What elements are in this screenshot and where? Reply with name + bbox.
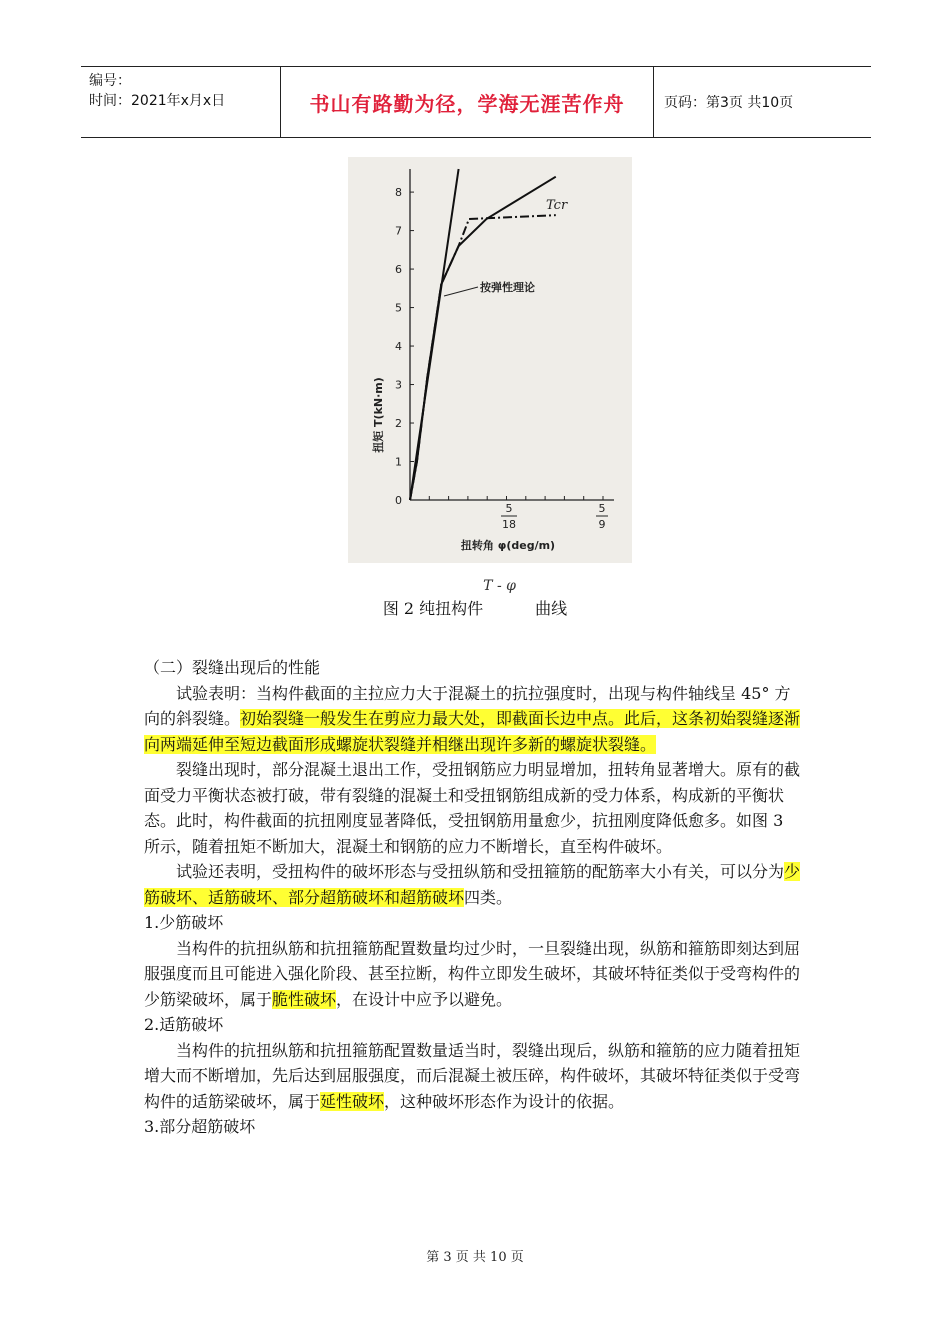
paragraph-4 bbox=[144, 936, 804, 1013]
p3-highlight: 少筋破坏、适筋破坏、部分超筋破坏和超筋破坏 bbox=[144, 862, 801, 907]
caption-symbol-wrap bbox=[483, 578, 535, 614]
paragraph-2: 裂缝出现时，部分混凝土退出工作，受扭钢筋应力明显增加，扭转角显著增大。原有的截面受力平衡状态被打破，带有裂缝的混凝土和受扭钢筋组成新的受力体系，构成新的平衡状态。此时，构件截面的抗扭刚度显著降低，受扭钢筋用量愈少，抗扭刚度降低愈多。如图 3 所示，随着扭矩不断加大，混凝土和钢筋的应力不断增长，直至构件破坏。 bbox=[144, 760, 801, 856]
p4-tail: ，在设计中应予以避免。 bbox=[336, 989, 513, 1009]
p5-highlight: 延性破坏 bbox=[320, 1091, 385, 1111]
paragraph-3 bbox=[144, 859, 804, 910]
x-axis-label: 扭转角 φ(deg/m) bbox=[460, 539, 556, 552]
page-info: 页码：第3页 共10页 bbox=[664, 95, 794, 111]
motto: 书山有路勤为径，学海无涯苦作舟 bbox=[281, 67, 654, 137]
p4-highlight: 脆性破坏 bbox=[272, 989, 337, 1009]
caption-prefix: 图 2 纯扭构件 bbox=[382, 599, 484, 618]
elastic-label-leader bbox=[444, 287, 478, 296]
y-tick-label: 5 bbox=[395, 301, 402, 315]
number-label: 编号： bbox=[89, 73, 131, 89]
p3-text: 试验还表明，受扭构件的破坏形态与受扭纵筋和受扭箍筋的配筋率大小有关，可以分为 bbox=[176, 862, 785, 881]
heading-2: 2.适筋破坏 bbox=[144, 1015, 224, 1034]
y-tick-label: 6 bbox=[395, 263, 402, 277]
caption-symbol: T - φ bbox=[483, 578, 516, 594]
p5-tail: ，这种破坏形态作为设计的依据。 bbox=[384, 1091, 625, 1111]
p4-text: 当构件的抗扭纵筋和抗扭箍筋配置数量均过少时，一旦裂缝出现，纵筋和箍筋即刻达到屈服强度而且可能进入强化阶段、甚至拉断，构件立即发生破坏，其破坏特征类似于受弯构件的少筋梁破坏，属于 bbox=[144, 938, 801, 1009]
y-tick-label: 7 bbox=[395, 224, 402, 238]
figure-caption bbox=[0, 578, 950, 619]
y-tick-label: 3 bbox=[395, 378, 402, 392]
torque-twist-figure bbox=[348, 157, 632, 563]
p1-text: 试验表明：当构件截面的主拉应力大于混凝土的抗拉强度时，出现与构件轴线呈 45° 方向的斜裂缝。 bbox=[144, 683, 791, 728]
p3-tail: 四类。 bbox=[464, 887, 513, 907]
p1-highlight: 初始裂缝一般发生在剪应力最大处，即截面长边中点。此后，这条初始裂缝逐渐向两端延伸至短边截面形成螺旋状裂缝并相继出现许多新的螺旋状裂缝。 bbox=[144, 709, 801, 754]
y-tick-label: 8 bbox=[395, 186, 402, 200]
x-tick-2-num: 5 bbox=[598, 502, 606, 515]
section-title: （二）裂缝出现后的性能 bbox=[144, 658, 321, 677]
body-text bbox=[144, 655, 804, 1140]
y-axis-label: 扭矩 T(kN·m) bbox=[372, 377, 385, 453]
page-header bbox=[81, 66, 871, 138]
page-footer: 第 3 页 共 10 页 bbox=[426, 1250, 524, 1265]
chart-axes bbox=[410, 169, 614, 500]
chart-lines bbox=[410, 169, 556, 500]
y-tick-label: 4 bbox=[395, 340, 402, 354]
y-tick-label: 1 bbox=[395, 455, 402, 469]
paragraph-5 bbox=[144, 1038, 804, 1115]
p5-text: 当构件的抗扭纵筋和抗扭箍筋配置数量适当时，裂缝出现后，纵筋和箍筋的应力随着扭矩增大而不断增加，先后达到屈服强度，而后混凝土被压碎，构件破坏，其破坏特征类似于受弯构件的适筋梁破坏，属于 bbox=[144, 1040, 801, 1111]
x-tick-1-num: 5 bbox=[505, 502, 513, 515]
y-tick-label: 0 bbox=[395, 494, 402, 507]
y-tick-label: 2 bbox=[395, 417, 402, 431]
caption-suffix: 曲线 bbox=[535, 599, 568, 618]
heading-3: 3.部分超筋破坏 bbox=[144, 1117, 256, 1136]
elastic-label: 按弹性理论 bbox=[480, 281, 535, 294]
time-label: 时间：2021年x月x日 bbox=[89, 93, 226, 109]
x-tick-1-den: 18 bbox=[502, 518, 516, 531]
paragraph-1 bbox=[144, 681, 804, 758]
chart-ticks bbox=[395, 186, 603, 507]
heading-1: 1.少筋破坏 bbox=[144, 913, 224, 932]
x-tick-2-den: 9 bbox=[598, 518, 606, 531]
series-line-2 bbox=[410, 177, 556, 500]
torque-twist-chart bbox=[348, 157, 632, 563]
curve-label: Tcr bbox=[546, 198, 568, 213]
header-left-cell bbox=[81, 67, 281, 137]
